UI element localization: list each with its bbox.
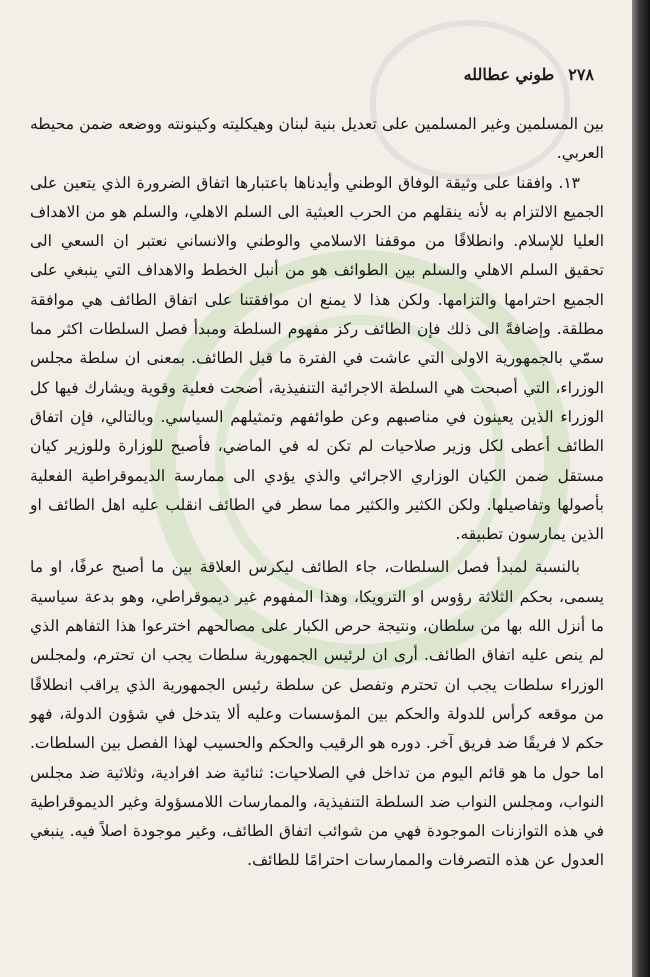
paragraph-separation-of-powers: بالنسبة لمبدأ فصل السلطات، جاء الطائف ليكرس العلاقة بين ما أصبح عرفًا، او ما يسمى، بحكم الثلاثة رؤوس او الترويكا، وهذا المفهوم غير ديموقراطي، وهو بدعة سياسية ما أنزل الله بها من سلطان، ونتيجة حرص الكبار على مصالحهم اخترعوا هذا التفاهم الذي لم ينص عليه اتفاق الطائف. أرى ان لرئيس الجمهورية سلطات يجب ان تحترم، ولمجلس الوزراء سلطات يجب ان تحترم وتفصل عن سلطة رئيس الجمهورية الذي يراقب انطلاقًا من موقعه كرأس للدولة والحكم بين المؤسسات وعليه ألا يتدخل في شؤون الدولة، فهو حكم لا فريقًا ضد فريق آخر. دوره هو الرقيب والحكم والحسيب لهذا الفصل بين السلطات. اما حول ما هو قائم اليوم من تداخل في الصلاحيات: ثنائية ضد افرادية، وثلاثية ضد مجلس النواب، ومجلس النواب ضد السلطة التنفيذية، والممارسات اللامسؤولة وغير الديموقراطية في هذه التوازنات الموجودة فهي من شوائب اتفاق الطائف، وغير موجودة اصلاً فيه. ينبغي العدول عن هذه التصرفات والممارسات احترامًا للطائف. [30,558,604,870]
paragraph-continuation: بين المسلمين وغير المسلمين على تعديل بنية لبنان وهيكليته وكينونته ووضعه ضمن محيطه العربي. [30,115,604,163]
page-number: ٢٧٨ [568,64,594,84]
page-edge-shadow [632,0,650,977]
body-text [30,110,604,876]
author-name: طوني عطالله [463,64,555,84]
running-header [40,62,594,86]
paragraph-point-13: ١٣. وافقنا على وثيقة الوفاق الوطني وأيدناها باعتبارها اتفاق الضرورة الذي يتعين على الجميع الالتزام به لأنه ينقلهم من الحرب العبثية الى السلم الاهلي، والسلم هو من الاهداف العليا للإسلام. وانطلاقًا من موقفنا الاسلامي والوطني والانساني نعتبر ان السعي الى تحقيق السلم الاهلي والسلم بين الطوائف هو من أنبل الخطط والاهداف التي ينبغي على الجميع احترامها والتزامها. ولكن هذا لا يمنع ان موافقتنا على اتفاق الطائف هي موافقة مطلقة. وإضافةً الى ذلك فإن الطائف ركز مفهوم السلطة ومبدأ فصل السلطات اكثر مما سمّي بالجمهورية الاولى التي عاشت في الفترة ما قبل الطائف. بمعنى ان سلطة مجلس الوزراء، التي أصبحت هي السلطة الاجرائية التنفيذية، أضحت فعلية وقوية ويشارك فيها كل الوزراء الذين يعينون في مناصبهم وعن طوائفهم وتمثيلهم السياسي. وبالتالي، فإن اتفاق الطائف أعطى لكل وزير صلاحيات لم تكن له في الماضي، فأصبح للوزارة وللوزير كيان مستقل ضمن الكيان الوزاري الاجرائي والذي يؤدي الى ممارسة الديموقراطية الفعلية بأصولها وتفاصيلها. ولكن الكثير والكثير مما سطر في الطائف انقلب عليه اهل الطائف او الذين يمارسون تطبيقه. [30,173,604,544]
